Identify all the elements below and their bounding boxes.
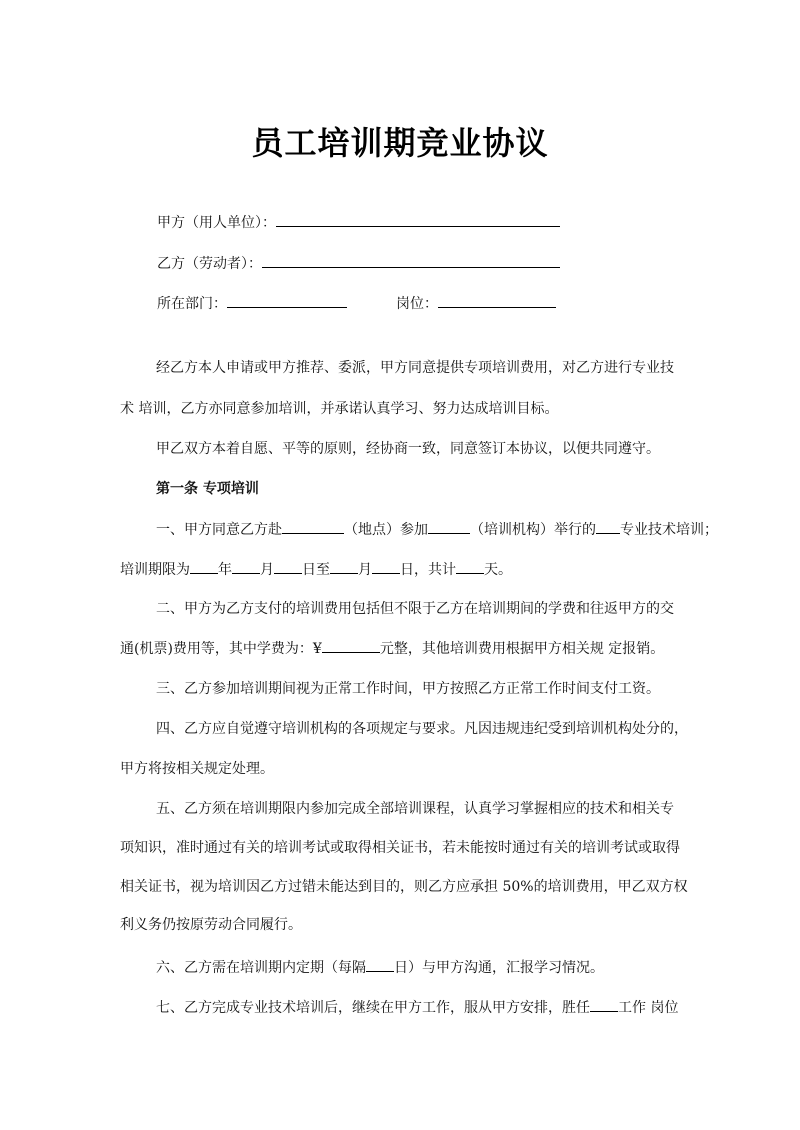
party-a-blank[interactable] bbox=[276, 212, 560, 227]
total-days-blank[interactable] bbox=[456, 559, 484, 574]
article-1-heading: 第一条 专项培训 bbox=[156, 481, 259, 497]
clause-1-text-f: 年 bbox=[218, 562, 232, 578]
department-field bbox=[157, 293, 347, 313]
start-month-blank[interactable] bbox=[232, 559, 260, 574]
clause-1-text-j: 日，共计 bbox=[400, 562, 456, 578]
clause-5-line-2: 项知识，准时通过有关的培训考试或取得相关证书，若未能按时通过有关的培训考试或取得 bbox=[120, 840, 680, 856]
clause-4-line-2: 甲方将按相关规定处理。 bbox=[120, 761, 274, 777]
clause-1-text-e: 培训期限为 bbox=[120, 562, 190, 578]
end-month-blank[interactable] bbox=[330, 559, 358, 574]
clause-7-line-1 bbox=[120, 997, 716, 1018]
end-day-blank[interactable] bbox=[372, 559, 400, 574]
intro-line-1: 经乙方本人申请或甲方推荐、委派，甲方同意提供专项培训费用，对乙方进行专业技 bbox=[156, 360, 674, 376]
clause-1-text-a: 一、甲方同意乙方赴 bbox=[156, 522, 282, 538]
clause-6-text-b: 日）与甲方沟通，汇报学习情况。 bbox=[394, 960, 604, 976]
department-label: 所在部门： bbox=[157, 296, 227, 312]
party-a-label: 甲方（用人单位）： bbox=[157, 215, 276, 231]
position-field bbox=[396, 293, 556, 313]
clause-2-line-2 bbox=[120, 638, 680, 659]
clause-2-text-a: 通(机票)费用等，其中学费为：¥ bbox=[120, 641, 322, 657]
start-day-blank[interactable] bbox=[274, 559, 302, 574]
clause-2-line-1: 二、甲方为乙方支付的培训费用包括但不限于乙方在培训期间的学费和往返甲方的交 bbox=[156, 601, 674, 617]
party-b-field bbox=[157, 253, 560, 273]
position-blank[interactable] bbox=[438, 293, 556, 308]
intro-line-2: 术 培训，乙方亦同意参加培训，并承诺认真学习、努力达成培训目标。 bbox=[120, 401, 559, 417]
report-interval-blank[interactable] bbox=[366, 957, 394, 972]
department-blank[interactable] bbox=[227, 293, 347, 308]
job-post-blank[interactable] bbox=[590, 997, 618, 1012]
clause-1-text-b: （地点）参加 bbox=[344, 522, 428, 538]
clause-4-line-1: 四、乙方应自觉遵守培训机构的各项规定与要求。凡因违规违纪受到培训机构处分的， bbox=[156, 721, 688, 737]
clause-5-line-1: 五、乙方须在培训期限内参加完成全部培训课程，认真学习掌握相应的技术和相关专 bbox=[156, 801, 674, 817]
training-subject-blank[interactable] bbox=[596, 519, 620, 534]
tuition-amount-blank[interactable] bbox=[322, 638, 380, 653]
party-b-label: 乙方（劳动者）： bbox=[157, 256, 262, 272]
clause-1-text-h: 日至 bbox=[302, 562, 330, 578]
clause-7-text-a: 七、乙方完成专业技术培训后，继续在甲方工作，服从甲方安排，胜任 bbox=[156, 1000, 590, 1016]
clause-6-text-a: 六、乙方需在培训期内定期（每隔 bbox=[156, 960, 366, 976]
start-year-blank[interactable] bbox=[190, 559, 218, 574]
clause-1-text-i: 月 bbox=[358, 562, 372, 578]
party-a-field bbox=[157, 212, 560, 232]
party-b-blank[interactable] bbox=[262, 253, 560, 268]
clause-5-line-4: 利义务仍按原劳动合同履行。 bbox=[120, 917, 302, 933]
location-blank[interactable] bbox=[282, 519, 344, 534]
clause-2-text-b: 元整，其他培训费用根据甲方相关规 定报销。 bbox=[379, 641, 665, 657]
clause-1-text-k: 天。 bbox=[484, 562, 512, 578]
clause-1-line-1 bbox=[120, 519, 716, 540]
institution-blank[interactable] bbox=[428, 519, 470, 534]
document-title: 员工培训期竞业协议 bbox=[251, 124, 549, 162]
clause-1-text-g: 月 bbox=[260, 562, 274, 578]
intro-paragraph-2: 甲乙双方本着自愿、平等的原则，经协商一致，同意签订本协议，以便共同遵守。 bbox=[156, 441, 660, 457]
clause-6 bbox=[120, 957, 716, 978]
position-label: 岗位： bbox=[396, 296, 438, 312]
clause-5-line-3: 相关证书，视为培训因乙方过错未能达到目的，则乙方应承担 50%的培训费用，甲乙双方权 bbox=[120, 879, 688, 895]
clause-1-line-2 bbox=[120, 559, 680, 580]
clause-1-text-d: 专业技术培训； bbox=[620, 522, 718, 538]
clause-3: 三、乙方参加培训期间视为正常工作时间，甲方按照乙方正常工作时间支付工资。 bbox=[156, 681, 660, 697]
clause-1-text-c: （培训机构）举行的 bbox=[470, 522, 596, 538]
clause-7-text-b: 工作 岗位 bbox=[618, 1000, 679, 1016]
